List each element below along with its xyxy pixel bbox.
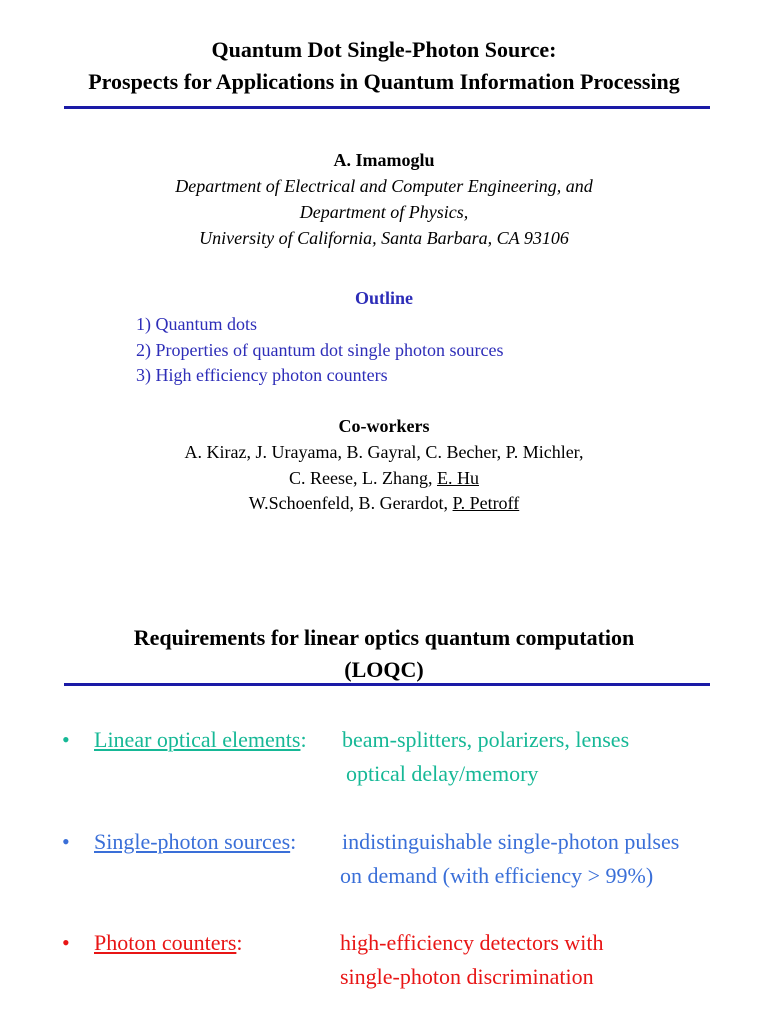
coworkers-line2 [0, 466, 768, 491]
requirements-slide [0, 600, 768, 1024]
affiliation-line2: Department of Physics, [299, 202, 469, 222]
slide1-title-rule [64, 106, 710, 109]
bullet-term [94, 723, 307, 757]
outline-item: 3) High efficiency photon counters [136, 365, 388, 385]
bullet-marker: • [62, 930, 70, 955]
slide2-title-line1: Requirements for linear optics quantum computation [133, 625, 635, 650]
coworkers-line2-text: C. Reese, L. Zhang, [289, 468, 437, 488]
bullet-description-line2: single-photon discrimination [340, 964, 594, 989]
bullet-description-line1: indistinguishable single-photon pulses [342, 829, 680, 854]
slide2-title-rule [64, 683, 710, 686]
bullet-description-line2: optical delay/memory [346, 761, 539, 786]
term-separator: : [236, 930, 243, 955]
slide1-title-line2: Prospects for Applications in Quantum Information Processing [88, 69, 680, 94]
coworkers-line3 [0, 491, 768, 516]
slide1-title-line1: Quantum Dot Single-Photon Source: [211, 37, 557, 62]
bullet-description-line2: on demand (with efficiency > 99%) [340, 863, 654, 888]
term-separator: : [300, 727, 307, 752]
outline-heading: Outline [354, 288, 413, 308]
bullet-term [94, 825, 296, 859]
coworkers-heading: Co-workers [338, 416, 430, 436]
outline-item: 1) Quantum dots [136, 314, 257, 334]
bullet-marker: • [62, 727, 70, 752]
bullet-marker: • [62, 829, 70, 854]
coworker-link-e-hu[interactable]: E. Hu [436, 468, 479, 488]
author-name: A. Imamoglu [333, 150, 435, 170]
term-link-single-photon-sources[interactable]: Single-photon sources [94, 829, 291, 854]
term-separator: : [290, 829, 297, 854]
coworker-link-p-petroff[interactable]: P. Petroff [452, 493, 520, 513]
bullet-description-line1: beam-splitters, polarizers, lenses [342, 727, 630, 752]
slide2-title-line2: (LOQC) [344, 657, 424, 682]
term-link-photon-counters[interactable]: Photon counters [94, 930, 237, 955]
coworkers-line3-text: W.Schoenfeld, B. Gerardot, [248, 493, 453, 513]
bullet-term [94, 926, 243, 960]
term-link-linear-optical-elements[interactable]: Linear optical elements [94, 727, 301, 752]
coworkers-line1: A. Kiraz, J. Urayama, B. Gayral, C. Becher, P. Michler, [184, 442, 584, 462]
outline-item: 2) Properties of quantum dot single photon sources [136, 340, 504, 360]
affiliation-line3: University of California, Santa Barbara, CA 93106 [199, 228, 569, 248]
bullet-description-line1: high-efficiency detectors with [340, 930, 604, 955]
affiliation-line1: Department of Electrical and Computer Engineering, and [175, 176, 593, 196]
